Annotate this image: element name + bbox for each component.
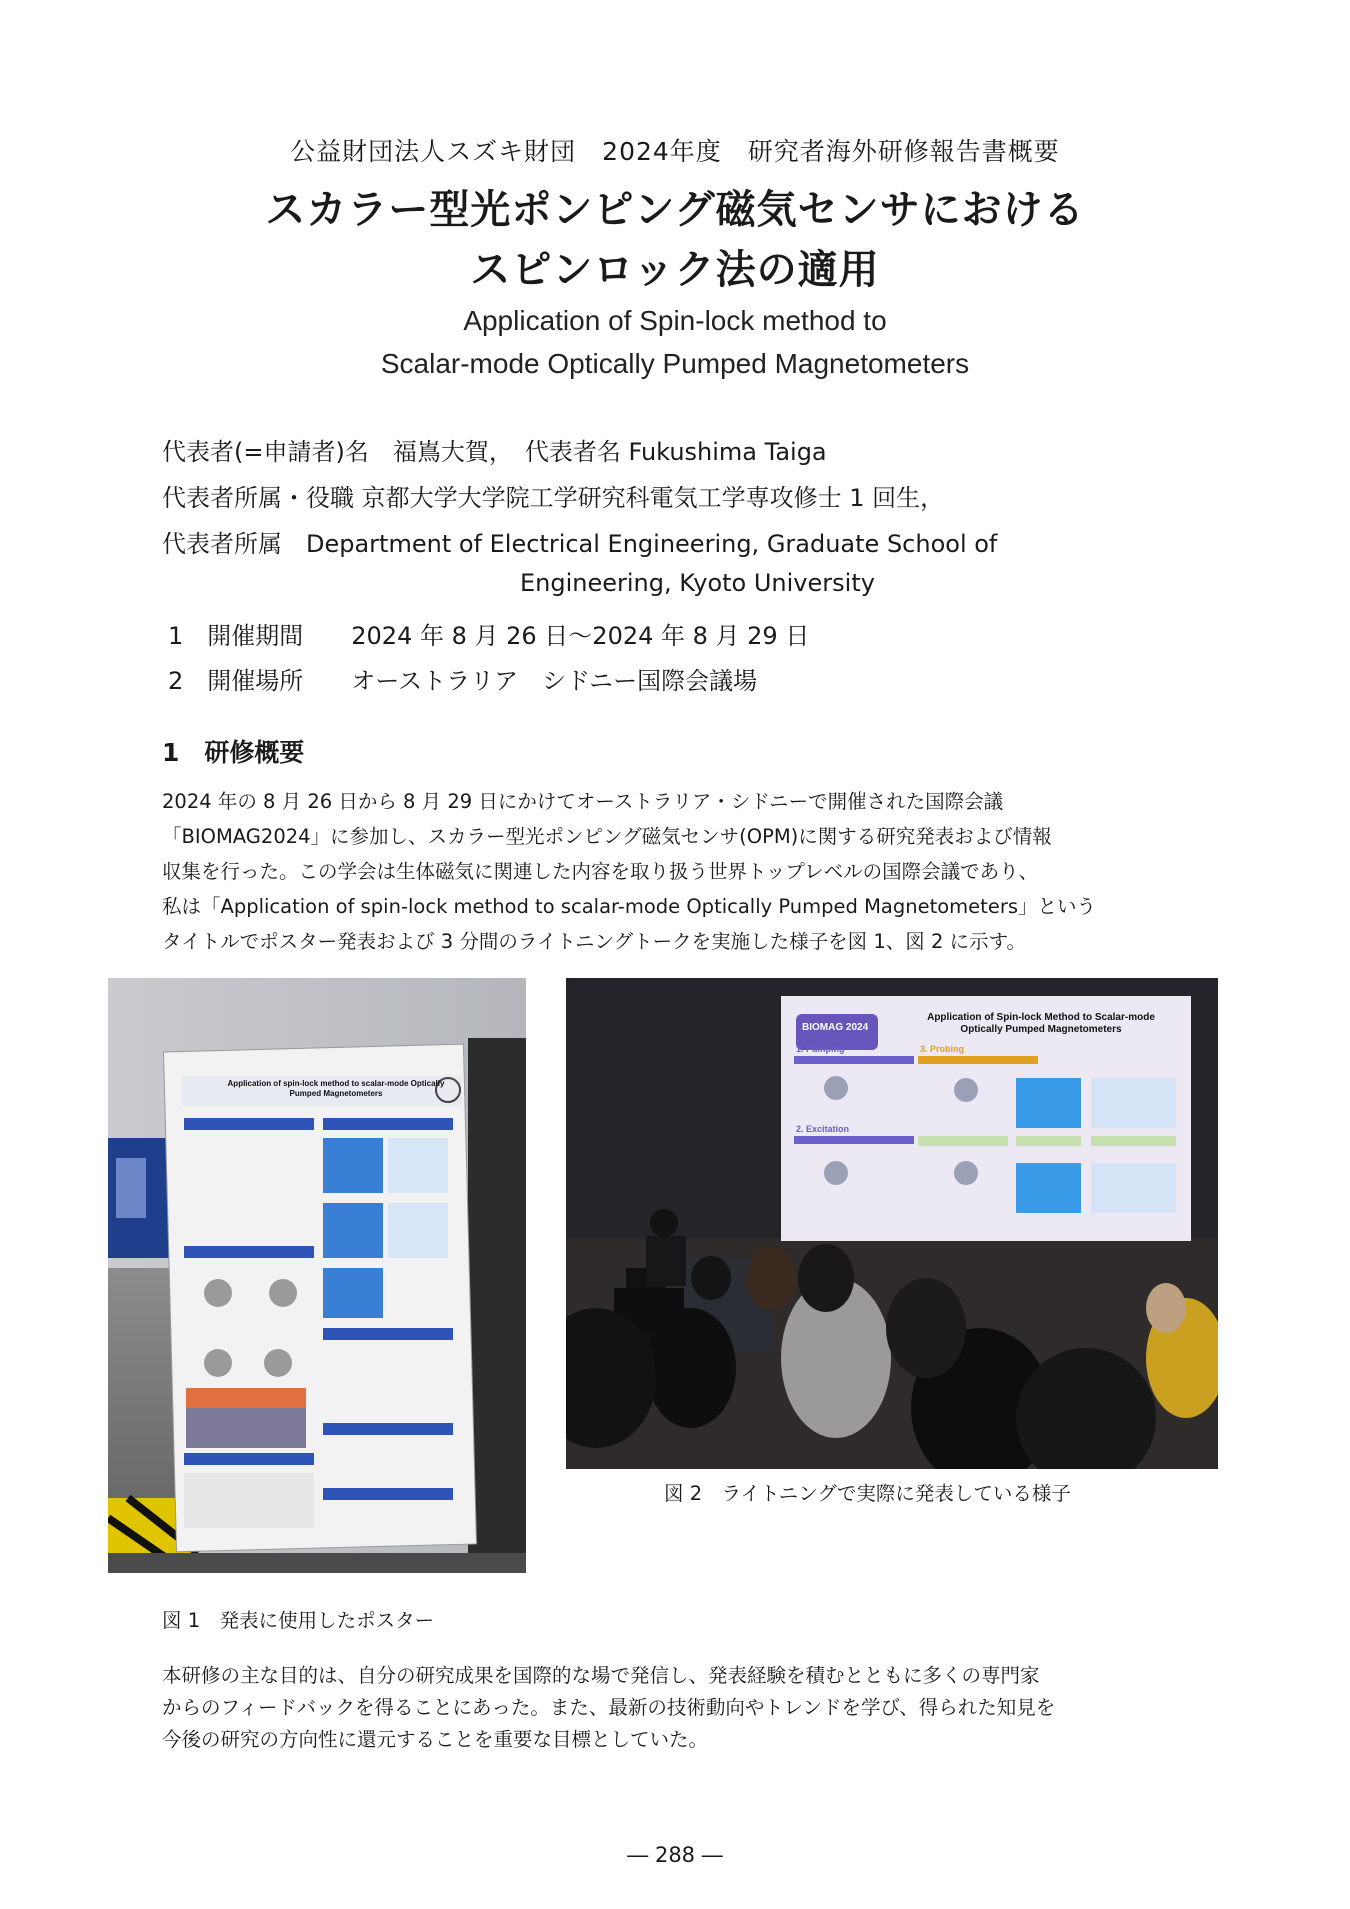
section-heading: 1 研修概要 bbox=[162, 738, 305, 767]
paragraph-line: 私は「Application of spin-lock method to scalar-mode Optically Pumped Magnetometers」という bbox=[162, 895, 1096, 918]
figure1-poster-photo bbox=[108, 978, 526, 1573]
title-ja-line2: スピンロック法の適用 bbox=[470, 247, 880, 293]
title-en-line1: Application of Spin-lock method to bbox=[463, 305, 887, 336]
representative-affiliation-en-cont: Engineering, Kyoto University bbox=[520, 569, 875, 597]
paragraph-line: 収集を行った。この学会は生体磁気に関連した内容を取り扱う世界トップレベルの国際会議であり、 bbox=[162, 860, 1039, 883]
page-number: ― 288 ― bbox=[627, 1843, 723, 1867]
representative-affiliation-en: 代表者所属 Department of Electrical Engineering, Graduate School of bbox=[162, 530, 998, 558]
figure2-caption: 図 2 ライトニングで実際に発表している様子 bbox=[664, 1482, 1071, 1505]
slide-section-excitation: 2. Excitation bbox=[796, 1124, 850, 1134]
title-ja-line1: スカラー型光ポンピング磁気センサにおける bbox=[265, 187, 1085, 233]
representative-name: 代表者(=申請者)名 福嶌大賀， 代表者名 Fukushima Taiga bbox=[162, 438, 827, 466]
section-paragraph bbox=[162, 784, 1202, 959]
title-en-line2: Scalar-mode Optically Pumped Magnetometers bbox=[380, 348, 970, 379]
event-venue: 2 開催場所 オーストラリア シドニー国際会議場 bbox=[168, 667, 758, 695]
paragraph-line: タイトルでポスター発表および 3 分間のライトニングトークを実施した様子を図 1、図 2 に示す。 bbox=[162, 930, 1027, 953]
event-period: 1 開催期間 2024 年 8 月 26 日～2024 年 8 月 29 日 bbox=[168, 622, 810, 650]
paragraph-line: 2024 年の 8 月 26 日から 8 月 29 日にかけてオーストラリア・シドニーで開催された国際会議 bbox=[162, 790, 1004, 813]
slide-section-probing: 3. Probing bbox=[920, 1044, 965, 1054]
figure1-caption: 図 1 発表に使用したポスター bbox=[162, 1609, 435, 1632]
slide-title: Application of Spin-lock Method to Scalar-mode Optically Pumped Magnetometers bbox=[927, 1012, 1155, 1035]
poster-photo-illustration bbox=[108, 978, 526, 1573]
paragraph-line: 「BIOMAG2024」に参加し、スカラー型光ポンピング磁気センサ(OPM)に関する研究発表および情報 bbox=[162, 825, 1052, 848]
representative-affiliation: 代表者所属・役職 京都大学大学院工学研究科電気工学専攻修士 1 回生， bbox=[162, 484, 945, 512]
paragraph-line: からのフィードバックを得ることにあった。また、最新の技術動向やトレンドを学び、得られた知見を bbox=[162, 1696, 1056, 1719]
slide-badge: BIOMAG 2024 bbox=[802, 1022, 869, 1033]
report-series-header: 公益財団法人スズキ財団 2024年度 研究者海外研修報告書概要 bbox=[290, 137, 1060, 166]
slide-section-pumping: 1. Pumping bbox=[796, 1044, 845, 1054]
figure2-talk-photo bbox=[566, 978, 1218, 1469]
poster-title: Application of spin-lock method to scalar-mode Optically Pumped Magnetometers bbox=[227, 1079, 445, 1098]
paragraph-line: 本研修の主な目的は、自分の研究成果を国際的な場で発信し、発表経験を積むとともに多くの専門家 bbox=[162, 1664, 1040, 1687]
closing-paragraph bbox=[162, 1660, 1202, 1756]
paragraph-line: 今後の研究の方向性に還元することを重要な目標としていた。 bbox=[162, 1728, 709, 1751]
talk-photo-illustration bbox=[566, 978, 1218, 1469]
